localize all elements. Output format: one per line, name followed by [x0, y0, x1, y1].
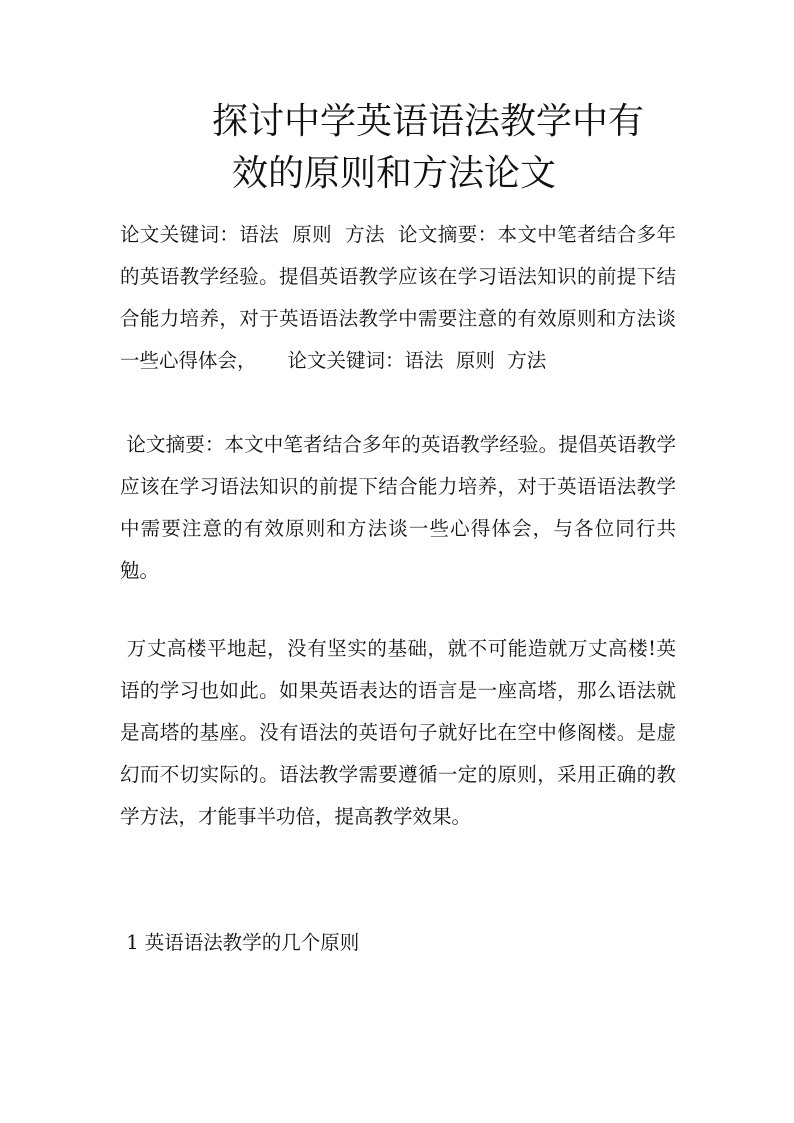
document-title — [212, 96, 692, 200]
title-line-1: 探讨中学英语语法教学中有 — [212, 101, 645, 142]
title-line-2: 效的原则和方法论文 — [232, 153, 557, 194]
keywords-abstract-paragraph: 论文关键词：语法 原则 方法 论文摘要：本文中笔者结合多年的英语教学经验。提倡英语教学应该在学习语法知识的前提下结合能力培养，对于英语语法教学中需要注意的有效原则和方法谈一些心得体会， 论文关键词：语法 原则 方法 — [120, 223, 676, 372]
abstract-paragraph: 论文摘要：本文中笔者结合多年的英语教学经验。提倡英语教学应该在学习语法知识的前提下结合能力培养，对于英语语法教学中需要注意的有效原则和方法谈一些心得体会，与各位同行共勉。 — [120, 433, 676, 582]
intro-paragraph: 万丈高楼平地起，没有坚实的基础，就不可能造就万丈高楼!英语的学习也如此。如果英语表达的语言是一座高塔，那么语法就是高塔的基座。没有语法的英语句子就好比在空中修阁楼。是虚幻而不切实际的。语法教学需要遵循一定的原则，采用正确的教学方法，才能事半功倍，提高教学效果。 — [120, 637, 677, 828]
section-heading-1: 1 英语语法教学的几个原则 — [120, 931, 360, 954]
